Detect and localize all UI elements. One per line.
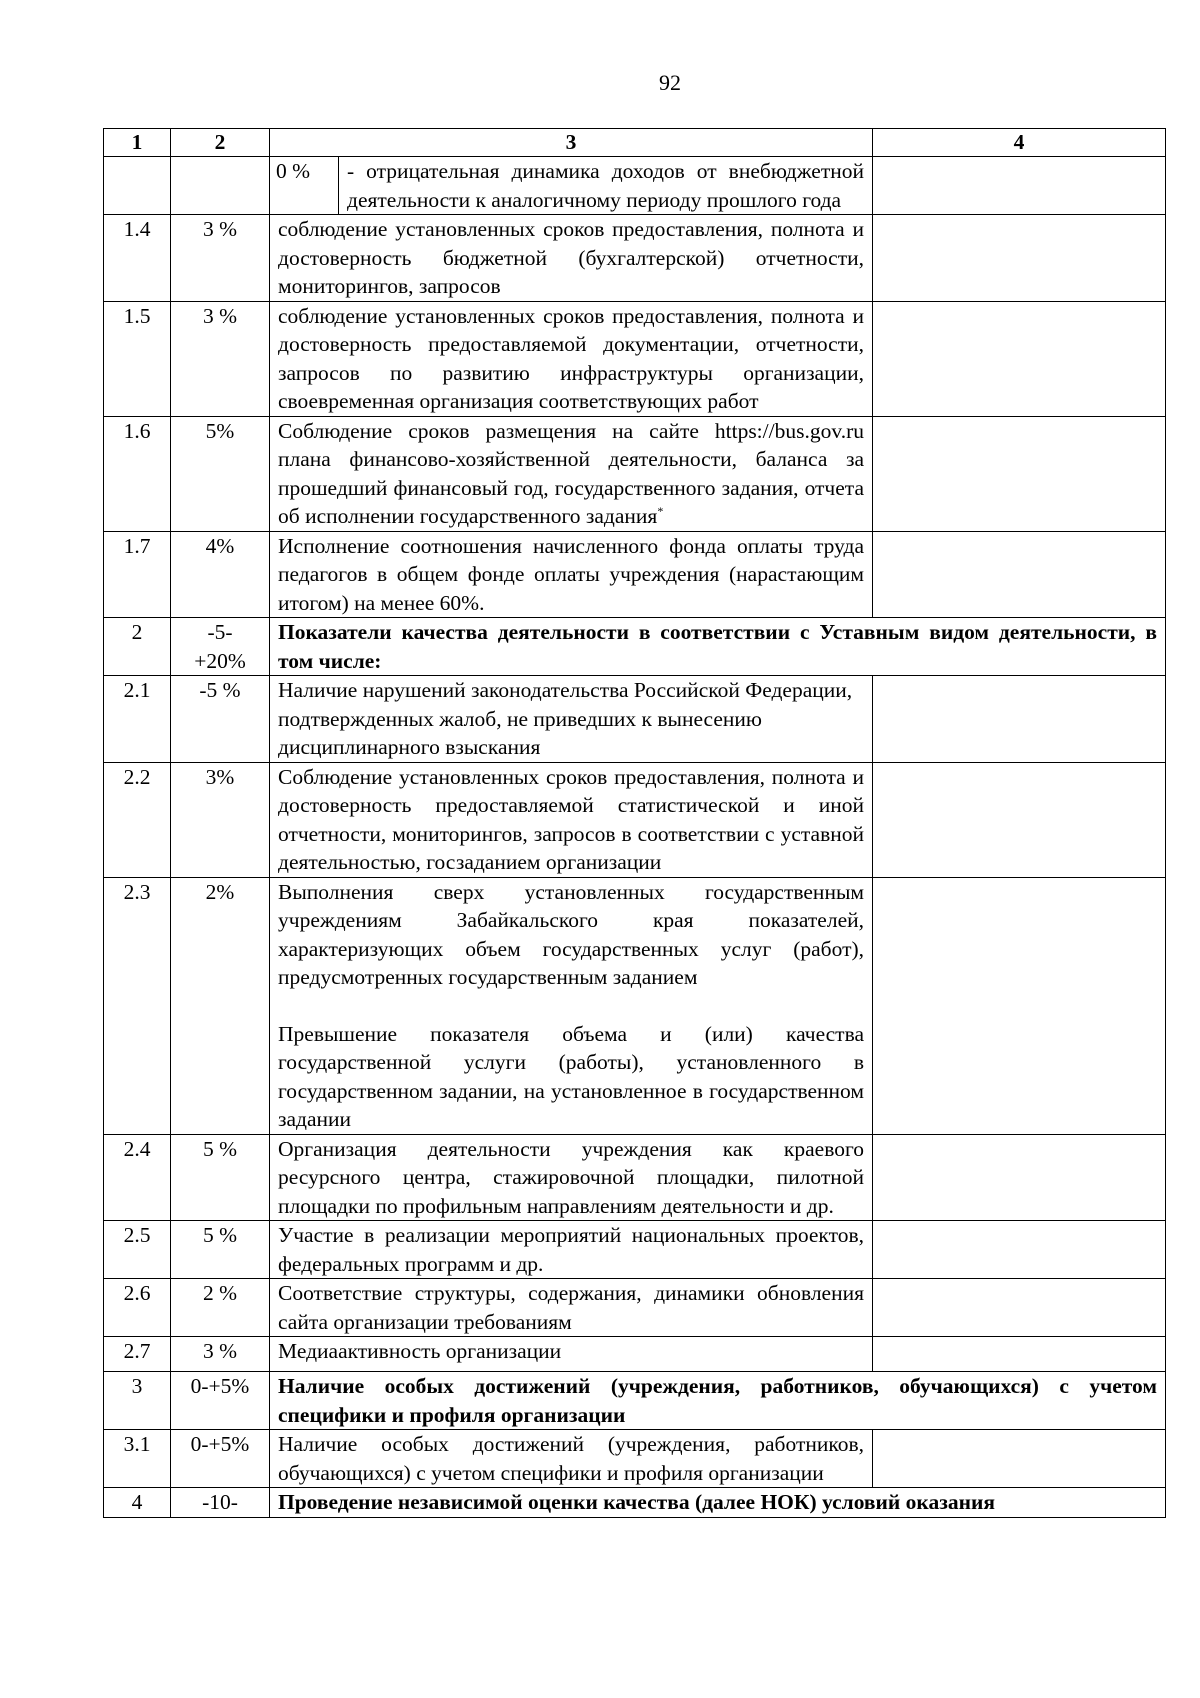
table-row	[104, 157, 1166, 215]
row-note	[873, 157, 1166, 215]
criteria-table	[103, 128, 1166, 1518]
table-row	[104, 301, 1166, 416]
column-header: 4	[873, 129, 1166, 157]
row-number: 1.7	[104, 531, 171, 618]
row-number: 2.4	[104, 1134, 171, 1221]
row-percent: 4%	[171, 531, 270, 618]
row-note	[873, 215, 1166, 302]
row-note	[873, 1279, 1166, 1337]
row-description: Участие в реализации мероприятий национальных проектов, федеральных программ и др.	[270, 1221, 873, 1279]
table-row	[104, 215, 1166, 302]
row-description: соблюдение установленных сроков предоставления, полнота и достоверность предоставляемой документации, отчетности, запросов по развитию инфраструктуры организации, своевременная организация соответствующих работ	[270, 301, 873, 416]
row-note	[873, 416, 1166, 531]
row-percent: 5%	[171, 416, 270, 531]
row-percent: 3 %	[171, 215, 270, 302]
row-number: 2.7	[104, 1337, 171, 1372]
row-percent: -5 %	[171, 676, 270, 763]
column-header: 3	[270, 129, 873, 157]
table-row	[104, 762, 1166, 877]
row-number: 2.5	[104, 1221, 171, 1279]
section-percent: -10-	[171, 1488, 270, 1518]
row-number	[104, 157, 171, 215]
row-percent	[171, 157, 270, 215]
row-number: 3.1	[104, 1430, 171, 1488]
section-title: Наличие особых достижений (учреждения, работников, обучающихся) с учетом специфики и профиля организации	[270, 1372, 1166, 1430]
row-note	[873, 1134, 1166, 1221]
row-note	[873, 877, 1166, 1134]
table-row	[104, 1337, 1166, 1372]
row-percent: 2%	[171, 877, 270, 1134]
row-description-text: Соблюдение сроков размещения на сайте https://bus.gov.ru плана финансово-хозяйственной деятельности, баланса за прошедший финансовый год, государственного задания, отчета об исполнении государственного задания	[278, 418, 864, 528]
row-note	[873, 1221, 1166, 1279]
row-note	[873, 301, 1166, 416]
table-row	[104, 676, 1166, 763]
section-row	[104, 1372, 1166, 1430]
row-percent: 3 %	[171, 1337, 270, 1372]
row-number: 2.2	[104, 762, 171, 877]
row-number: 1.6	[104, 416, 171, 531]
row-description: Наличие нарушений законодательства Российской Федерации, подтвержденных жалоб, не приведших к вынесению дисциплинарного взыскания	[270, 676, 873, 763]
page-number: 92	[659, 70, 681, 95]
row-percent: 5 %	[171, 1221, 270, 1279]
section-percent: 0-+5%	[171, 1372, 270, 1430]
table-row	[104, 531, 1166, 618]
row-note	[873, 676, 1166, 763]
row-number: 1.5	[104, 301, 171, 416]
section-percent: -5- +20%	[171, 618, 270, 676]
row-description: Соблюдение установленных сроков предоставления, полнота и достоверность предоставляемой статистической и иной отчетности, мониторингов, запросов в соответствии с уставной деятельностью, госзаданием организации	[270, 762, 873, 877]
sub-indicator-percent: 0 %	[270, 157, 339, 214]
section-title: Проведение независимой оценки качества (далее НОК) условий оказания	[270, 1488, 1166, 1518]
row-description: Медиаактивность организации	[270, 1337, 873, 1372]
row-note	[873, 1337, 1166, 1372]
row-number: 1.4	[104, 215, 171, 302]
footnote-mark: *	[657, 503, 664, 518]
column-header: 1	[104, 129, 171, 157]
table-row	[104, 1279, 1166, 1337]
row-description-text: Выполнения сверх установленных государственным учреждениям Забайкальского края показателей, характеризующих объем государственных услуг (работ), предусмотренных государственным заданием	[278, 879, 864, 989]
row-description: Исполнение соотношения начисленного фонда оплаты труда педагогов в общем фонде оплаты учреждения (нарастающим итогом) на менее 60%.	[270, 531, 873, 618]
sub-indicator-text: - отрицательная динамика доходов от внебюджетной деятельности к аналогичному периоду прошлого года	[347, 159, 864, 212]
section-row	[104, 1488, 1166, 1518]
row-description	[270, 877, 873, 1134]
table-row	[104, 416, 1166, 531]
row-note	[873, 1430, 1166, 1488]
row-description	[270, 157, 873, 215]
table-row	[104, 1221, 1166, 1279]
sub-indicator	[270, 157, 872, 214]
row-note	[873, 762, 1166, 877]
row-percent: 3%	[171, 762, 270, 877]
section-number: 2	[104, 618, 171, 676]
row-description	[270, 416, 873, 531]
row-percent: 5 %	[171, 1134, 270, 1221]
column-header: 2	[171, 129, 270, 157]
row-number: 2.1	[104, 676, 171, 763]
table-row	[104, 877, 1166, 1134]
row-note	[873, 531, 1166, 618]
section-number: 3	[104, 1372, 171, 1430]
row-number: 2.6	[104, 1279, 171, 1337]
row-description-text-2: Превышение показателя объема и (или) качества государственной услуги (работы), установленного в государственном задании, на установленное в государственном задании	[278, 1021, 864, 1131]
row-percent: 2 %	[171, 1279, 270, 1337]
row-number: 2.3	[104, 877, 171, 1134]
table-row	[104, 1430, 1166, 1488]
row-description: соблюдение установленных сроков предоставления, полнота и достоверность бюджетной (бухгалтерской) отчетности, мониторингов, запросов	[270, 215, 873, 302]
row-percent: 0-+5%	[171, 1430, 270, 1488]
table-row	[104, 1134, 1166, 1221]
table-header-row	[104, 129, 1166, 157]
section-title: Показатели качества деятельности в соответствии с Уставным видом деятельности, в том числе:	[270, 618, 1166, 676]
row-description: Наличие особых достижений (учреждения, работников, обучающихся) с учетом специфики и профиля организации	[270, 1430, 873, 1488]
section-row	[104, 618, 1166, 676]
row-percent: 3 %	[171, 301, 270, 416]
row-description: Соответствие структуры, содержания, динамики обновления сайта организации требованиям	[270, 1279, 873, 1337]
section-number: 4	[104, 1488, 171, 1518]
row-description: Организация деятельности учреждения как краевого ресурсного центра, стажировочной площадки, пилотной площадки по профильным направлениям деятельности и др.	[270, 1134, 873, 1221]
